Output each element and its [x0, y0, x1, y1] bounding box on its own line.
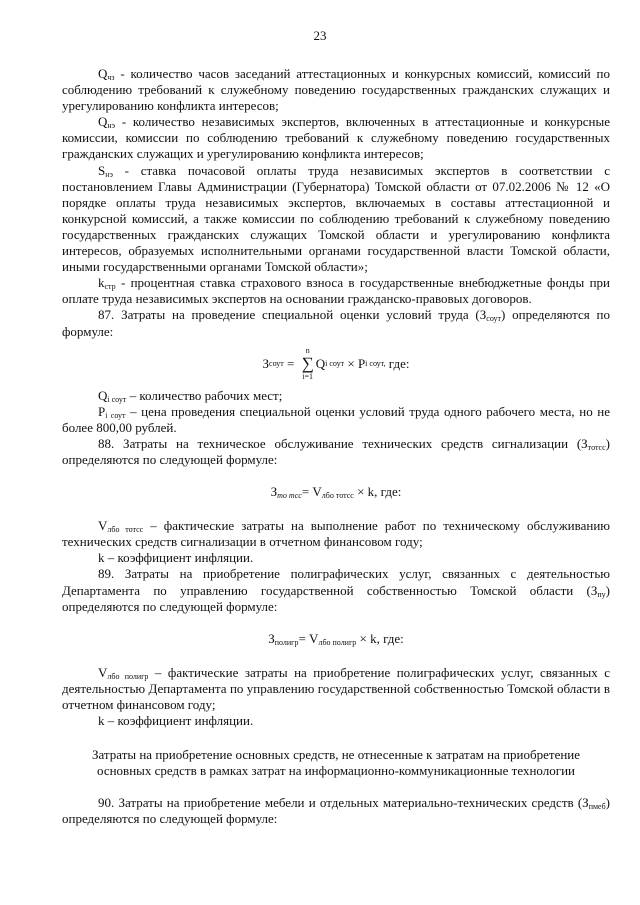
definition-s-ne: $S_{нэ}$ - ставка почасовой оплаты труда независимых экспертов в соответствии с постановлением Главы Администрации (Губернатора) Томской области от 07.02.2006 № 12 «О порядке оплаты труда независимых экспертов, включаемых в составы аттестационной и конкурсной комиссий, а также комиссии по соблюдению требований к служебному поведению государственных гражданских служащих Томской области и урегулированию конфликта интересов, образуемых исполнительными органами государственной власти Томской области, иными государственными органами Томской области»; — [62, 162, 610, 275]
paragraph-88: 88. Затраты на техническое обслуживание технических средств сигнализации $(З_{тотсс})$ определяются по следующей формуле: — [62, 435, 610, 467]
document-body — [62, 66, 610, 828]
formula-88: $З_{то тсс}= V_{лбо тотсс} \times k$, где: — [270, 484, 402, 501]
definition-k-inflation-88: k – коэффициент инфляции. — [98, 550, 254, 566]
definition-p-i-sout: $P_{i соут}$ – цена проведения специальной оценки условий труда одного рабочего места, но не более 800,00 рублей. — [62, 403, 610, 435]
formula-87: З соут = n ∑ i=1 Q i соут × P i соут, где: — [262, 345, 410, 381]
paragraph-89: 89. Затраты на приобретение полиграфических услуг, связанных с деятельностью Департамента по управлению государственной собственностью Томской области $(З_{пу})$ определяются по следующей формуле: — [62, 566, 610, 614]
formula-89: $З_{полигр}= V_{лбо полигр} \times k$, где: — [268, 630, 404, 647]
summation-sign: n ∑ i=1 — [301, 345, 314, 381]
definition-q-ne: $Q_{нэ}$ - количество независимых экспертов, включенных в аттестационные и конкурсные комиссии, комиссии по соблюдению требований к служебному поведению государственных гражданских служащих и урегулированию конфликта интересов; — [62, 114, 610, 162]
paragraph-87: 87. Затраты на проведение специальной оценки условий труда $(З_{соут})$ определяются по формуле: — [62, 307, 610, 339]
definition-k-inflation-89: k – коэффициент инфляции. — [98, 713, 254, 729]
definition-v-lbo-poligr: $V_{лбо полигр}$ – фактические затраты на приобретение полиграфических услуг, связанных с деятельностью Департамента по управлению государственной собственностью Томской области в отчетном финансовом году; — [62, 664, 611, 712]
section-heading: Затраты на приобретение основных средств, не отнесенные к затратам на приобретение основных средств в рамках затрат на информационно-коммуникационные технологии — [91, 747, 581, 779]
definition-k-str: $k_{стр}$ - процентная ставка страхового взноса в государственные внебюджетные фонды при оплате труда независимых экспертов на основании гражданско-правовых договоров. — [62, 275, 610, 307]
definition-q-chz: $Q_{чз}$ - количество часов заседаний аттестационных и конкурсных комиссий, комиссий по соблюдению требований к служебному поведению государственных гражданских служащих и урегулированию конфликта интересов; — [62, 66, 610, 114]
paragraph-90: 90. Затраты на приобретение мебели и отдельных материально-технических средств $(З_{пмеб})$ определяются по следующей формуле: — [62, 795, 610, 827]
definition-v-lbo-totss: $V_{лбо тотсс}$ – фактические затраты на выполнение работ по техническому обслуживанию технических средств сигнализации в отчетном финансовом году; — [62, 518, 611, 550]
page-number: 23 — [313, 28, 327, 43]
definition-q-i-sout: $Q_{i соут}$ – количество рабочих мест; — [98, 387, 283, 404]
